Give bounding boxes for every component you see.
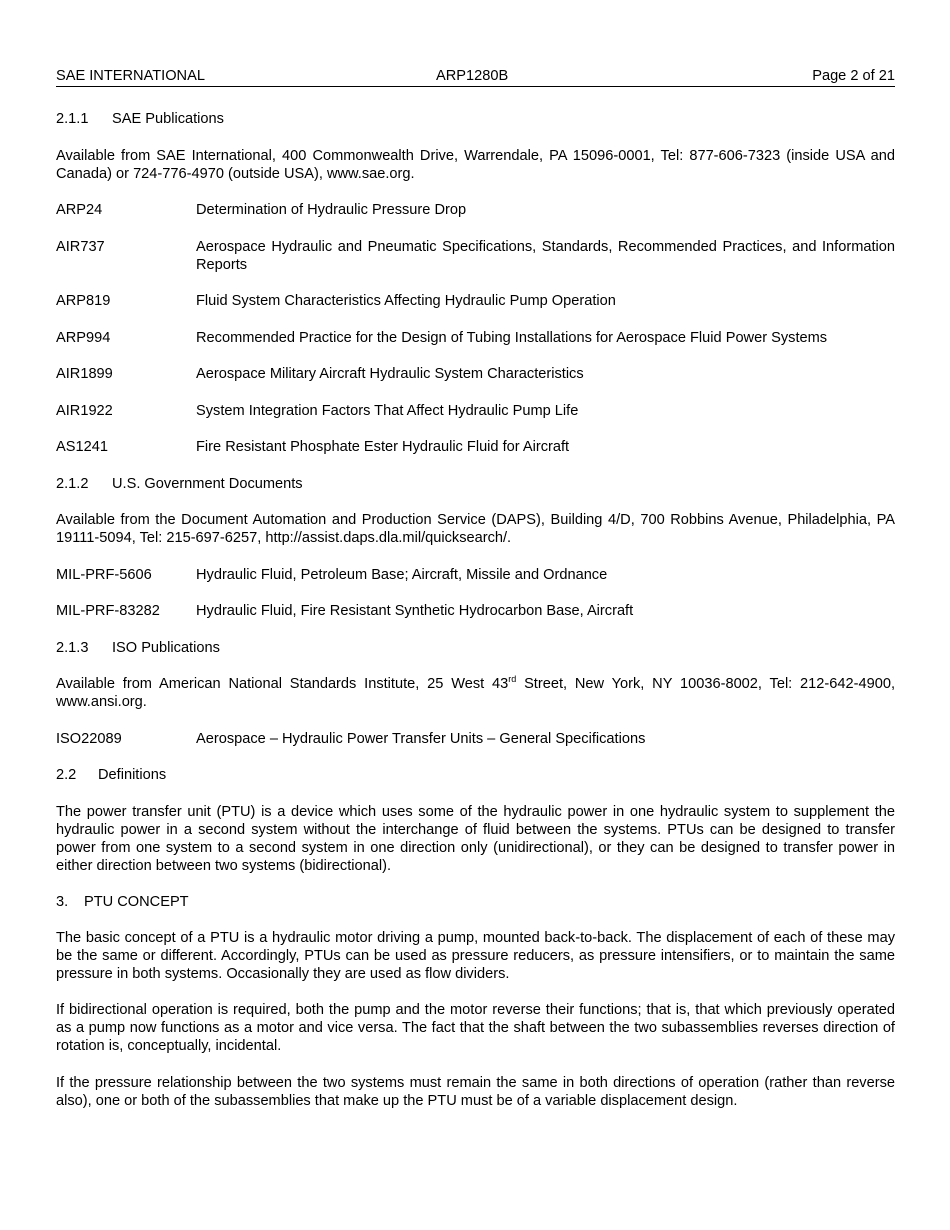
reference-title: Fluid System Characteristics Affecting Hydraulic Pump Operation <box>196 293 616 309</box>
section-number: 2.1.3 <box>56 640 89 656</box>
reference-title: Fire Resistant Phosphate Ester Hydraulic Fluid for Aircraft <box>196 439 570 455</box>
section-title: SAE Publications <box>112 111 224 127</box>
section-heading-3 <box>56 893 895 911</box>
sae-availability-paragraph: Available from SAE International, 400 Commonwealth Drive, Warrendale, PA 15096-0001, Tel: 877-606-7323 (inside USA and Canada) or 724-776-4970 (outside USA), www.sae.org. <box>56 148 895 182</box>
section-number: 2.1.1 <box>56 111 89 127</box>
document-page <box>56 66 895 1109</box>
section-heading-2-2 <box>56 766 895 784</box>
ansi-text-end: Street, New York, NY 10036-8002, Tel: 212-642-4900, www.ansi.org. <box>56 676 895 710</box>
reference-item <box>56 365 895 383</box>
reference-item <box>56 566 895 584</box>
reference-code: AS1241 <box>56 439 108 455</box>
reference-title: Hydraulic Fluid, Fire Resistant Synthetic Hydrocarbon Base, Aircraft <box>196 603 634 619</box>
reference-code: MIL-PRF-83282 <box>56 603 160 619</box>
reference-code: AIR1899 <box>56 366 113 382</box>
reference-title: Aerospace Hydraulic and Pneumatic Specifications, Standards, Recommended Practices, and Information Reports <box>196 239 895 273</box>
section-number: 2.1.2 <box>56 476 89 492</box>
section-number: 2.2 <box>56 767 77 783</box>
section-title: U.S. Government Documents <box>112 476 303 492</box>
reference-code: ARP24 <box>56 202 103 218</box>
reference-title: Aerospace Military Aircraft Hydraulic System Characteristics <box>196 366 584 382</box>
reference-title: Hydraulic Fluid, Petroleum Base; Aircraft, Missile and Ordnance <box>196 567 608 583</box>
reference-code: AIR737 <box>56 239 105 255</box>
reference-code: MIL-PRF-5606 <box>56 567 152 583</box>
page-header <box>56 66 895 87</box>
concept-paragraph: The basic concept of a PTU is a hydraulic motor driving a pump, mounted back-to-back. The displacement of each of these may be the same or different. Accordingly, PTUs can be used as pressure reducers, as pressure intensifiers, or to maintain the same pressure in both systems. Occasionally they are used as flow dividers. <box>56 930 895 982</box>
reference-code: ARP819 <box>56 293 111 309</box>
daps-availability-paragraph: Available from the Document Automation and Production Service (DAPS), Building 4/D, 700 Robbins Avenue, Philadelphia, PA 19111-5094, Tel: 215-697-6257, http://assist.daps.dla.mil/quicksearch/. <box>56 512 895 546</box>
reference-code: ARP994 <box>56 330 111 346</box>
reference-title: Recommended Practice for the Design of Tubing Installations for Aerospace Fluid Power Systems <box>196 330 828 346</box>
header-document-number: ARP1280B <box>436 68 509 84</box>
reference-item <box>56 238 895 274</box>
section-heading-2-1-1 <box>56 110 895 128</box>
reference-item <box>56 730 895 748</box>
definitions-paragraph: The power transfer unit (PTU) is a device which uses some of the hydraulic power in one hydraulic system to supplement the hydraulic power in a second system without the interchange of fluid between the systems. PTUs can be designed to transfer power from one system to a second system in one direction only (unidirectional), or they can be designed to transfer power in either direction between two systems (bidirectional). <box>56 804 895 874</box>
reference-title: Aerospace – Hydraulic Power Transfer Units – General Specifications <box>196 731 646 747</box>
section-title: PTU CONCEPT <box>84 894 189 910</box>
reference-title: System Integration Factors That Affect Hydraulic Pump Life <box>196 403 579 419</box>
reference-item <box>56 292 895 310</box>
reference-title: Determination of Hydraulic Pressure Drop <box>196 202 467 218</box>
ansi-text-start: Available from American National Standards Institute, 25 West 43 <box>56 676 509 692</box>
reference-item <box>56 329 895 347</box>
ansi-availability-paragraph <box>56 675 895 711</box>
reference-code: ISO22089 <box>56 731 122 747</box>
header-page-number: Page 2 of 21 <box>812 68 895 84</box>
reference-code: AIR1922 <box>56 403 113 419</box>
section-heading-2-1-2 <box>56 475 895 493</box>
concept-paragraph: If the pressure relationship between the two systems must remain the same in both directions of operation (rather than reverse also), one or both of the subassemblies that make up the PTU must be of a variable displacement design. <box>56 1075 895 1109</box>
reference-item <box>56 438 895 456</box>
section-heading-2-1-3 <box>56 639 895 657</box>
section-number: 3. <box>56 894 69 910</box>
reference-item <box>56 201 895 219</box>
reference-item <box>56 602 895 620</box>
reference-item <box>56 402 895 420</box>
section-title: ISO Publications <box>112 640 220 656</box>
header-organization: SAE INTERNATIONAL <box>56 68 205 84</box>
ordinal-suffix: rd <box>508 674 517 684</box>
concept-paragraph: If bidirectional operation is required, both the pump and the motor reverse their functions; that is, that which previously operated as a pump now functions as a motor and vice versa. The fact that the shaft between the two subassemblies reverses direction of rotation is, conceptually, incidental. <box>56 1002 895 1054</box>
section-title: Definitions <box>98 767 167 783</box>
